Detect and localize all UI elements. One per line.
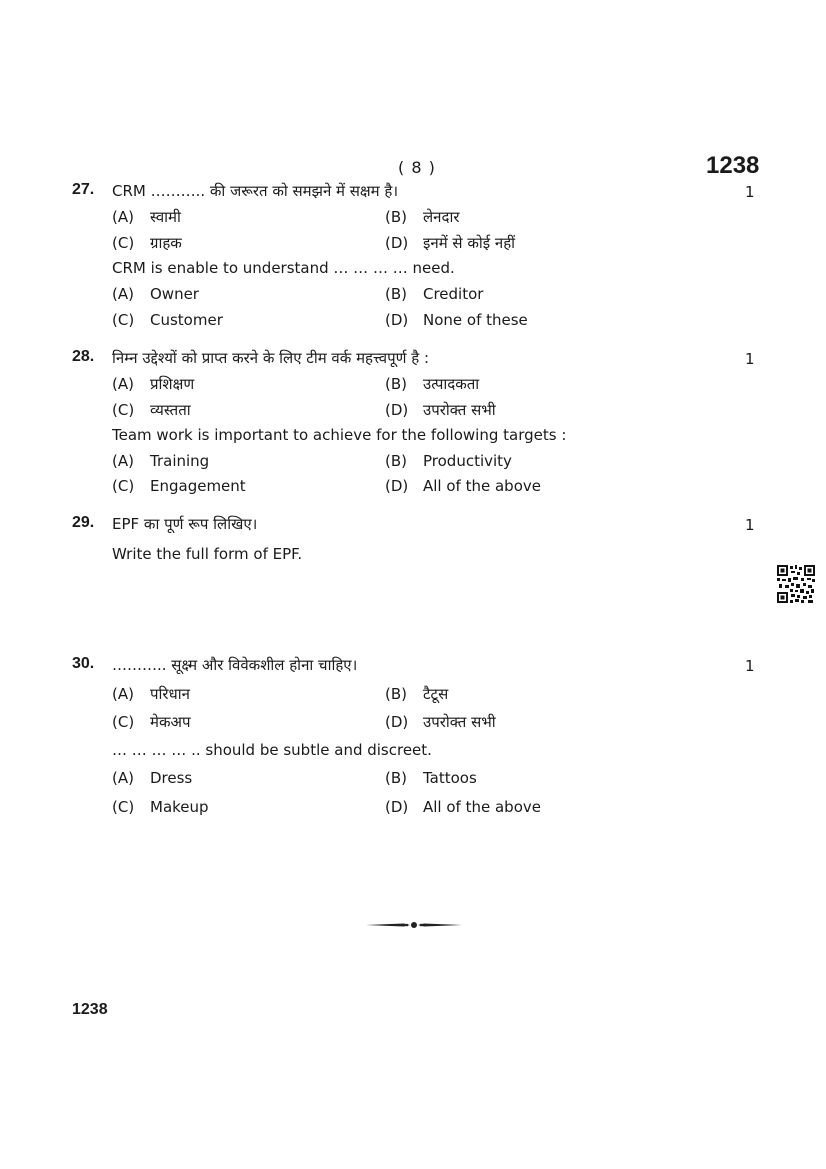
question-marks: 1 bbox=[745, 350, 755, 368]
question-number: 28. bbox=[72, 348, 95, 365]
option-b-english: (B) Creditor bbox=[385, 285, 484, 303]
option-d-hindi: (D) इनमें से कोई नहीं bbox=[385, 234, 516, 252]
question-marks: 1 bbox=[745, 183, 755, 201]
question-text-hindi: EPF का पूर्ण रूप लिखिए। bbox=[112, 515, 258, 533]
question-text-hindi: CRM ……….. की जरूरत को समझने में सक्षम है। bbox=[112, 182, 399, 200]
option-a-english: (A) Dress bbox=[112, 769, 193, 787]
option-c-hindi: (C) व्यस्तता bbox=[112, 401, 191, 419]
option-c-english: (C) Customer bbox=[112, 311, 223, 329]
option-b-hindi: (B) लेनदार bbox=[385, 208, 460, 226]
option-c-hindi: (C) मेकअप bbox=[112, 713, 191, 731]
question-marks: 1 bbox=[745, 516, 755, 534]
question-text-english: Write the full form of EPF. bbox=[112, 545, 303, 563]
option-a-hindi: (A) परिधान bbox=[112, 685, 190, 703]
question-text-english: … … … … .. should be subtle and discreet. bbox=[112, 741, 432, 759]
option-d-hindi: (D) उपरोक्त सभी bbox=[385, 713, 496, 731]
option-d-hindi: (D) उपरोक्त सभी bbox=[385, 401, 496, 419]
question-text-english: CRM is enable to understand … … … … need. bbox=[112, 259, 455, 277]
option-d-english: (D) All of the above bbox=[385, 477, 541, 495]
question-marks: 1 bbox=[745, 657, 755, 675]
option-b-hindi: (B) उत्पादकता bbox=[385, 375, 480, 393]
option-b-english: (B) Tattoos bbox=[385, 769, 477, 787]
option-d-english: (D) All of the above bbox=[385, 798, 541, 816]
page-number: ( 8 ) bbox=[398, 158, 436, 177]
option-c-english: (C) Engagement bbox=[112, 477, 246, 495]
option-d-english: (D) None of these bbox=[385, 311, 528, 329]
qr-code-icon bbox=[777, 565, 815, 603]
option-a-english: (A) Training bbox=[112, 452, 210, 470]
option-b-english: (B) Productivity bbox=[385, 452, 512, 470]
question-number: 30. bbox=[72, 655, 95, 672]
option-b-hindi: (B) टैटूस bbox=[385, 685, 449, 703]
option-c-english: (C) Makeup bbox=[112, 798, 209, 816]
question-number: 27. bbox=[72, 181, 95, 198]
paper-code-bottom: 1238 bbox=[72, 1001, 108, 1018]
option-a-english: (A) Owner bbox=[112, 285, 199, 303]
question-number: 29. bbox=[72, 514, 95, 531]
option-a-hindi: (A) स्वामी bbox=[112, 208, 181, 226]
option-a-hindi: (A) प्रशिक्षण bbox=[112, 375, 195, 393]
end-ornament-icon bbox=[366, 918, 462, 932]
option-c-hindi: (C) ग्राहक bbox=[112, 234, 182, 252]
paper-code-top: 1238 bbox=[706, 152, 760, 179]
question-text-hindi: निम्न उद्देश्यों को प्राप्त करने के लिए टीम वर्क महत्त्वपूर्ण है : bbox=[112, 349, 430, 367]
question-text-english: Team work is important to achieve for the following targets : bbox=[112, 426, 567, 444]
question-text-hindi: ……….. सूक्ष्म और विवेकशील होना चाहिए। bbox=[112, 656, 358, 674]
